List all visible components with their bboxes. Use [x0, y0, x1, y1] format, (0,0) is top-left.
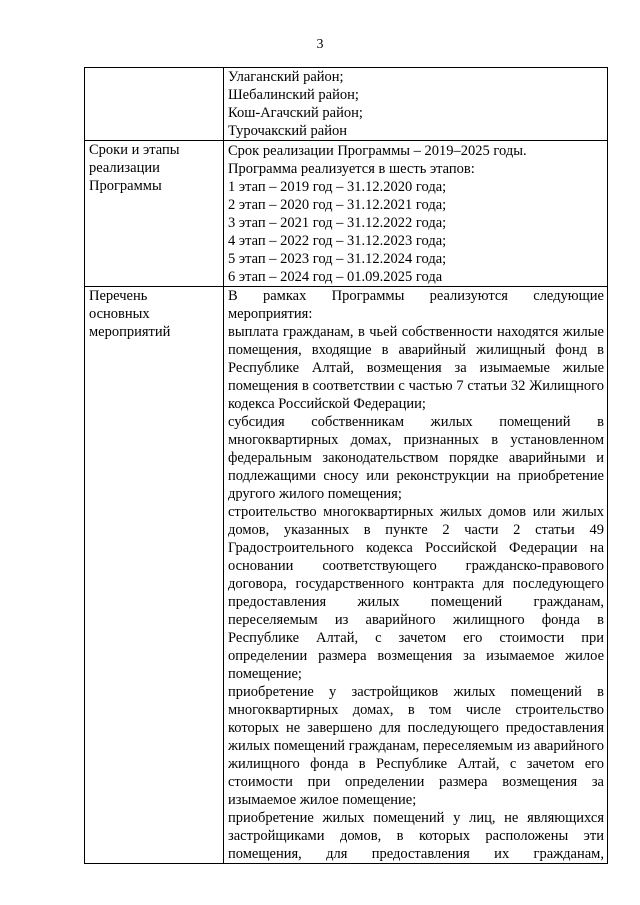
stage-line: 3 этап – 2021 год – 31.12.2022 года;	[228, 215, 447, 231]
stage-line: 2 этап – 2020 год – 31.12.2021 года;	[228, 197, 447, 213]
empty-label-cell	[85, 68, 224, 141]
events-paragraph: субсидия собственникам жилых помещений в многоквартирных домах, признанных в установленном федеральным законодательством порядке аварийными и подлежащими сносу или реконструкции на приобретение другого жилого помещения;	[228, 414, 604, 502]
events-paragraph: В рамках Программы реализуются следующие мероприятия:	[228, 288, 604, 322]
district-item: Шебалинский район;	[228, 87, 359, 103]
terms-label-line: Сроки и этапы	[89, 142, 180, 158]
terms-label-line: реализации	[89, 160, 160, 176]
terms-label-cell	[85, 141, 224, 287]
table-row-terms	[85, 141, 608, 287]
terms-label-line: Программы	[89, 178, 162, 194]
district-item: Кош-Агачский район;	[228, 105, 363, 121]
events-label-line: мероприятий	[89, 324, 171, 340]
stage-line: 6 этап – 2024 год – 01.09.2025 года	[228, 269, 443, 285]
events-label-line: основных	[89, 306, 150, 322]
district-item: Турочакский район	[228, 123, 348, 139]
terms-content-cell	[224, 141, 608, 287]
districts-cell	[224, 68, 608, 141]
table-row-districts	[85, 68, 608, 141]
events-paragraph: строительство многоквартирных жилых домов или жилых домов, указанных в пункте 2 части 2 статьи 49 Градостроительного кодекса Российской Федерации на основании соответствующего гражданско-правового договора, государственного контракта для последующего предоставления жилых помещений гражданам, переселяемым из аварийного жилищного фонда в Республике Алтай, с зачетом его стоимости при определении размера возмещения за изымаемое жилое помещение;	[228, 504, 604, 682]
events-paragraph: выплата гражданам, в чьей собственности находятся жилые помещения, входящие в аварийный жилищный фонд в Республике Алтай, возмещения за изымаемые жилые помещения в соответствии с частью 7 статьи 32 Жилищного кодекса Российской Федерации;	[228, 324, 604, 412]
terms-line: Срок реализации Программы – 2019–2025 годы.	[228, 143, 527, 159]
events-label-line: Перечень	[89, 288, 148, 304]
stage-line: 1 этап – 2019 год – 31.12.2020 года;	[228, 179, 447, 195]
events-label-cell	[85, 287, 224, 864]
table-row-events	[85, 287, 608, 864]
program-passport-table	[84, 67, 608, 864]
stage-line: 4 этап – 2022 год – 31.12.2023 года;	[228, 233, 447, 249]
events-content-cell	[224, 287, 608, 864]
events-paragraph: приобретение у застройщиков жилых помещений в многоквартирных домах, в том числе строительство которых не завершено для последующего предоставления жилых помещений гражданам, переселяемым из аварийного жилищного фонда в Республике Алтай, с зачетом его стоимости при определении размера возмещения за изымаемое жилое помещение;	[228, 684, 604, 808]
page-number: 3	[316, 37, 324, 52]
district-item: Улаганский район;	[228, 69, 344, 85]
stage-line: 5 этап – 2023 год – 31.12.2024 года;	[228, 251, 447, 267]
terms-line: Программа реализуется в шесть этапов:	[228, 161, 475, 177]
events-paragraph: приобретение жилых помещений у лиц, не являющихся застройщиками домов, в которых расположены эти помещения, для предоставления их гражданам,	[228, 810, 604, 862]
